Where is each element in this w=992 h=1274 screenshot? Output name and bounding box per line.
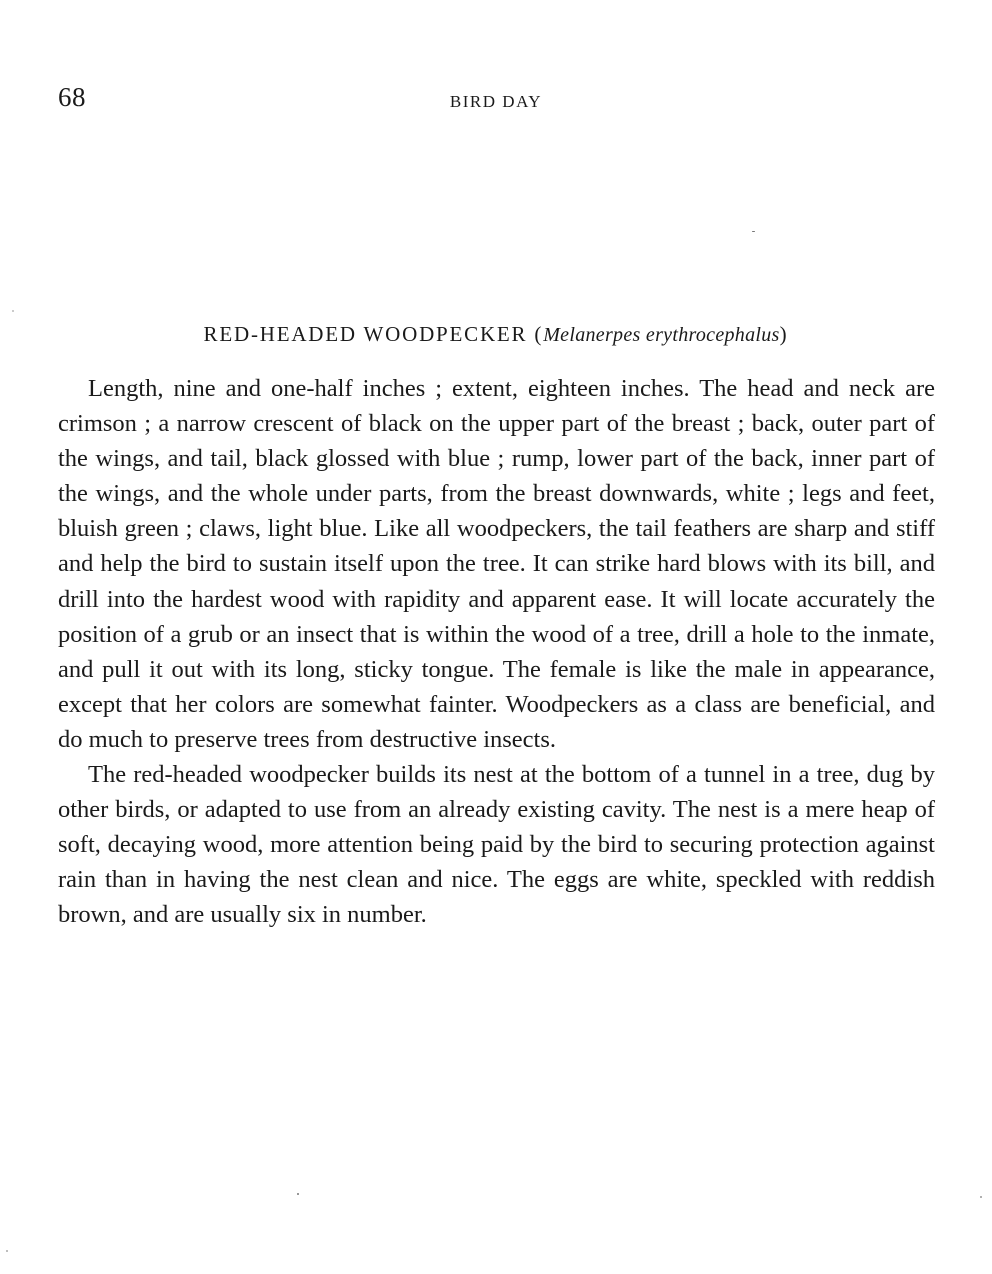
scan-speck (980, 1196, 982, 1198)
scan-speck (752, 231, 755, 232)
paragraph-nesting: The red-headed woodpecker builds its nest at the bottom of a tunnel in a tree, dug by other birds, or adapted to use from an already existing cavity. The nest is a mere heap of soft, decaying wood, more attention being paid by the bird to securing protection against rain than in having the nest clean and nice. The eggs are white, speckled with reddish brown, and are usually six in number. (58, 761, 935, 929)
scan-speck (6, 1250, 8, 1252)
running-title: BIRD DAY (449, 92, 543, 111)
article-body (58, 371, 935, 933)
page-number: 68 (58, 82, 86, 112)
common-name: RED-HEADED WOODPECKER (203, 322, 528, 346)
scan-speck (297, 1193, 299, 1195)
scan-speck (12, 310, 14, 312)
article-title: RED-HEADED WOODPECKER (Melanerpes erythrocephalus) (203, 322, 789, 346)
paragraph-description: Length, nine and one-half inches ; extent, eighteen inches. The head and neck are crimson ; a narrow crescent of black on the upper part of the breast ; back, outer part of the wings, and tail, black glossed with blue ; rump, lower part of the back, inner part of the wings, and the whole under parts, from the breast downwards, white ; legs and feet, bluish green ; claws, light blue. Like all woodpeckers, the tail feathers are sharp and stiff and help the bird to sustain itself upon the tree. It can strike hard blows with its bill, and drill into the hardest wood with rapidity and apparent ease. It will locate accurately the position of a grub or an insect that is within the wood of a tree, drill a hole to the inmate, and pull it out with its long, sticky tongue. The female is like the male in appearance, except that her colors are somewhat fainter. Woodpeckers as a class are beneficial, and do much to preserve trees from destructive insects. (58, 375, 935, 753)
scientific-name: Melanerpes erythrocephalus (543, 324, 780, 346)
